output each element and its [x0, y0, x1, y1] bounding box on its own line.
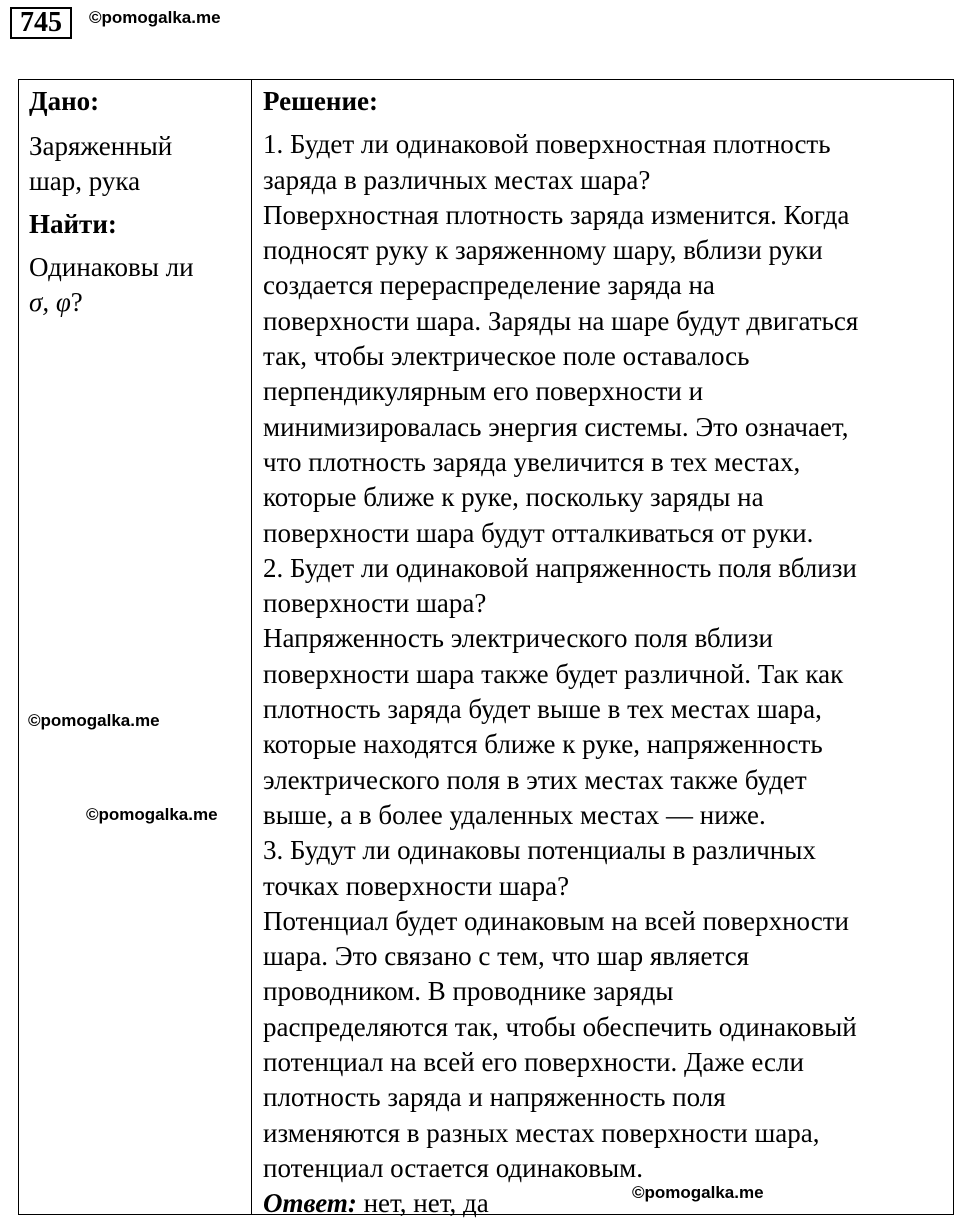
given-line: шар, рука [29, 166, 141, 196]
solution-line: потенциал остается одинаковым. [263, 1152, 644, 1183]
problem-number: 745 [10, 7, 72, 39]
solution-line: 1. Будет ли одинаковой поверхностная плотность [263, 129, 831, 160]
find-symbols: σ, φ [29, 287, 71, 317]
solution-line: изменяются в разных местах поверхности шара, [263, 1117, 820, 1148]
solution-line: выше, а в более удаленных местах — ниже. [263, 799, 766, 830]
find-block [29, 250, 245, 320]
watermark-top: ©pomogalka.me [89, 8, 221, 27]
solution-line: подносят руку к заряженному шару, вблизи руки [263, 235, 823, 266]
solution-line: Поверхностная плотность заряда изменится. Когда [263, 199, 850, 230]
solution-line: что плотность заряда увеличится в тех местах, [263, 446, 801, 477]
solution-line: распределяются так, чтобы обеспечить одинаковый [263, 1011, 857, 1042]
solution-line: поверхности шара. Заряды на шаре будут двигаться [263, 305, 859, 336]
find-title: Найти: [29, 209, 117, 239]
solution-line: проводником. В проводнике заряды [263, 976, 674, 1007]
solution-line: заряда в различных местах шара? [263, 164, 651, 195]
solution-line: которые находятся ближе к руке, напряженность [263, 729, 823, 760]
solution-line: минимизировалась энергия системы. Это означает, [263, 411, 849, 442]
solution-column [263, 84, 953, 1222]
solution-line: Потенциал будет одинаковым на всей поверхности [263, 905, 849, 936]
answer-text: нет, нет, да [356, 1188, 489, 1219]
solution-line: электрического поля в этих местах также будет [263, 764, 807, 795]
solution-line: поверхности шара? [263, 588, 487, 619]
solution-line: 3. Будут ли одинаковы потенциалы в различных [263, 835, 816, 866]
watermark-bottom: ©pomogalka.me [632, 1183, 764, 1202]
given-column [29, 84, 245, 320]
watermark-left-1: ©pomogalka.me [28, 711, 160, 730]
solution-line: плотность заряда будет выше в тех местах шара, [263, 694, 822, 725]
solution-title: Решение: [263, 86, 378, 116]
answer-label: Ответ: [263, 1188, 357, 1219]
given-title: Дано: [29, 86, 100, 116]
solution-line: так, чтобы электрическое поле оставалось [263, 341, 750, 372]
solution-line: плотность заряда и напряженность поля [263, 1082, 726, 1113]
solution-line: потенциал на всей его поверхности. Даже если [263, 1047, 804, 1078]
solution-line: Напряженность электрического поля вблизи [263, 623, 773, 654]
solution-line: которые ближе к руке, поскольку заряды на [263, 482, 764, 513]
solution-table [18, 79, 954, 1219]
find-line: Одинаковы ли [29, 252, 194, 282]
solution-line: шара. Это связано с тем, что шар является [263, 941, 750, 972]
solution-line: точках поверхности шара? [263, 870, 570, 901]
column-divider [251, 80, 252, 1214]
solution-line: создается перераспределение заряда на [263, 270, 715, 301]
watermark-left-2: ©pomogalka.me [86, 805, 218, 824]
find-symbols-line [29, 285, 245, 320]
given-block [29, 129, 245, 199]
answer-line [263, 1186, 953, 1221]
given-line: Заряженный [29, 131, 173, 161]
solution-line: 2. Будет ли одинаковой напряженность поля вблизи [263, 552, 857, 583]
solution-body [263, 127, 953, 1221]
solution-line: поверхности шара будут отталкиваться от руки. [263, 517, 814, 548]
solution-line: перпендикулярным его поверхности и [263, 376, 704, 407]
solution-line: поверхности шара также будет различной. Так как [263, 658, 844, 689]
find-question-mark: ? [70, 287, 83, 317]
